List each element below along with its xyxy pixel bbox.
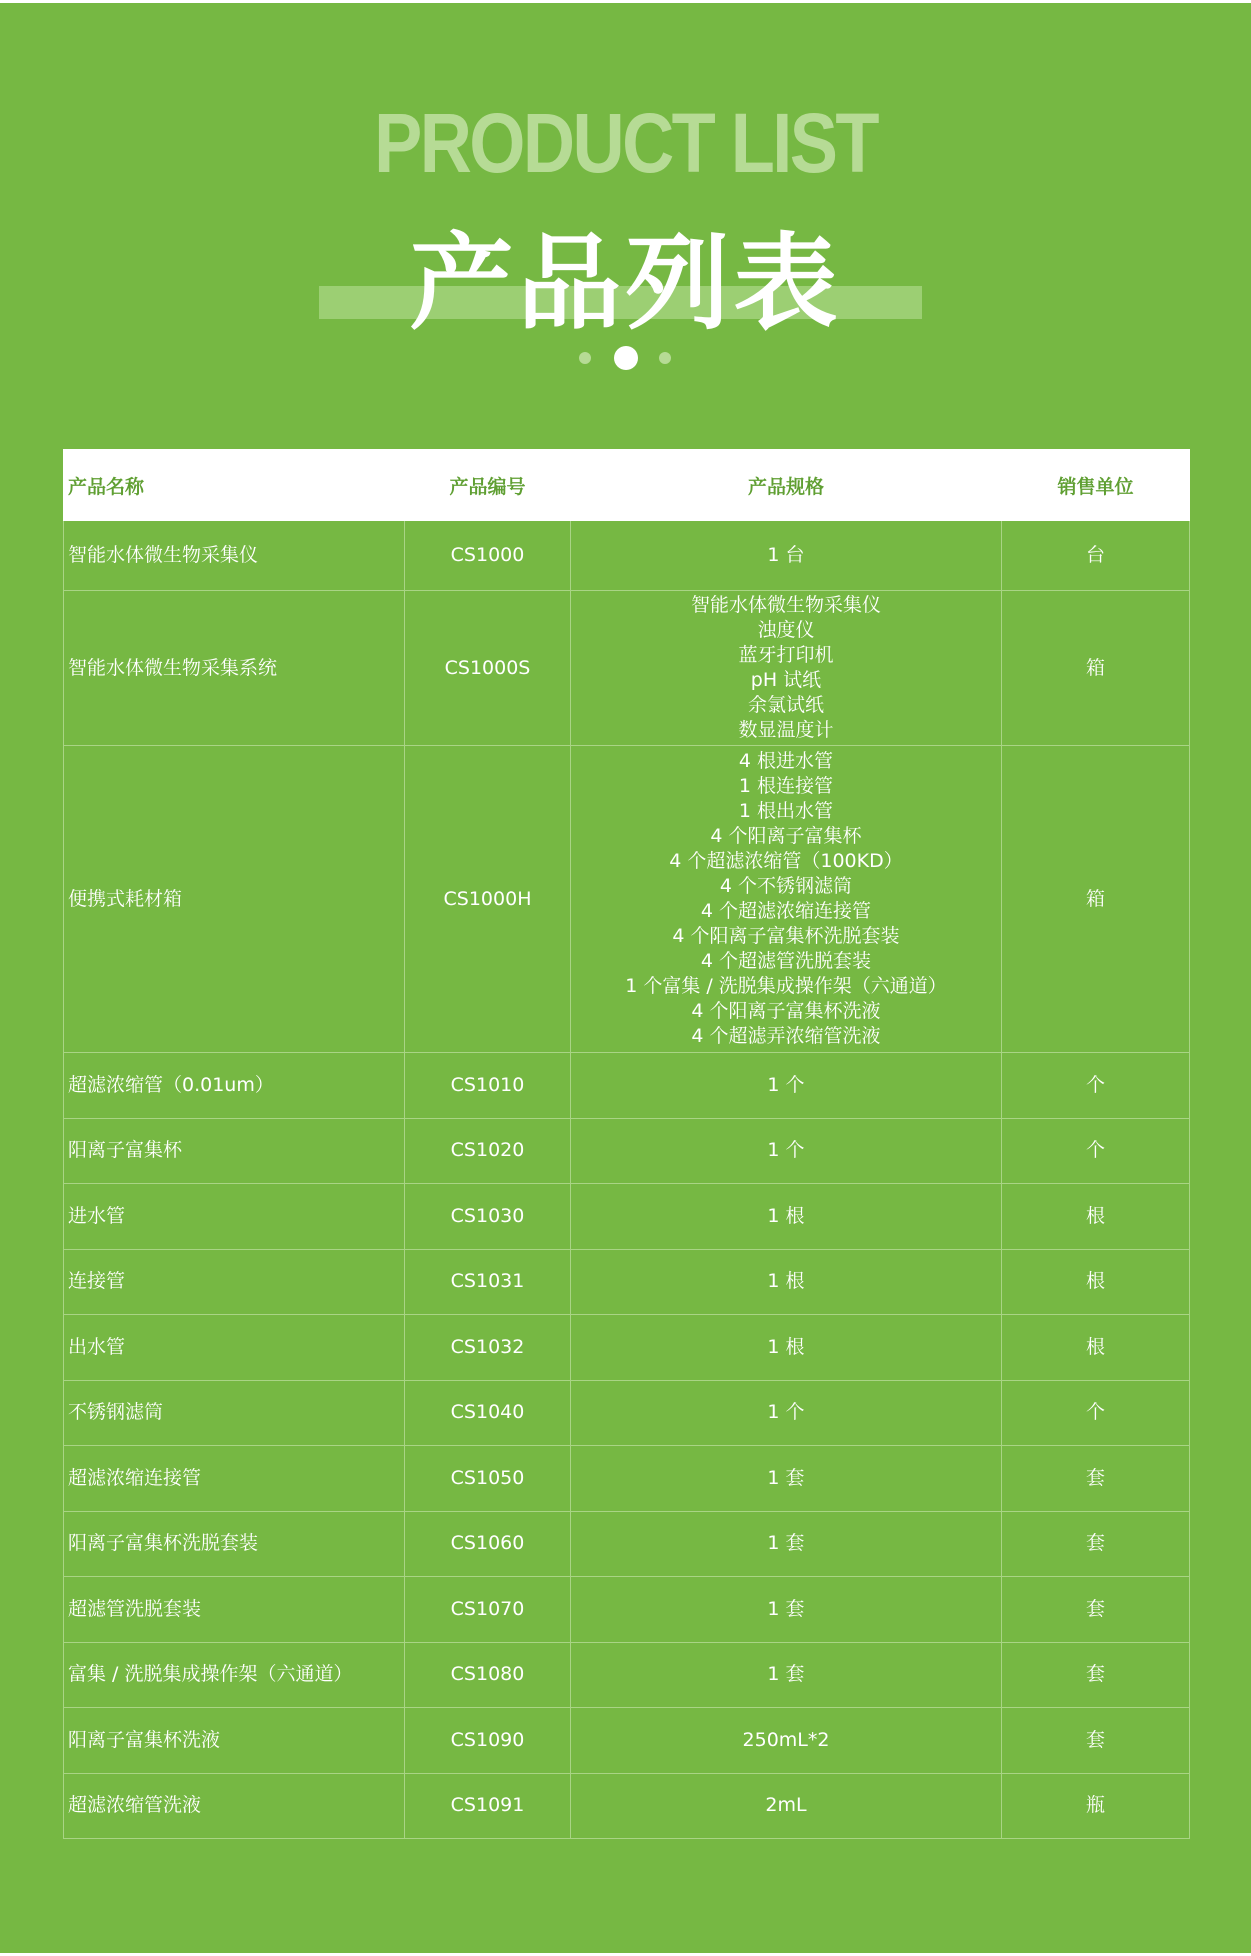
table-row bbox=[64, 1315, 1190, 1381]
product-code: CS1000 bbox=[405, 521, 571, 591]
table-row bbox=[64, 1511, 1190, 1577]
product-code: CS1050 bbox=[405, 1446, 571, 1512]
product-unit: 套 bbox=[1002, 1708, 1190, 1774]
product-unit: 根 bbox=[1002, 1249, 1190, 1315]
spec-line: 4 个超滤浓缩管（100KD） bbox=[669, 850, 903, 872]
product-spec bbox=[571, 1446, 1002, 1512]
table-row bbox=[64, 1184, 1190, 1250]
spec-line: 1 个 bbox=[767, 1073, 805, 1096]
product-code: CS1020 bbox=[405, 1118, 571, 1184]
table-row bbox=[64, 1773, 1190, 1839]
product-unit: 瓶 bbox=[1002, 1773, 1190, 1839]
product-spec bbox=[571, 521, 1002, 591]
table-row bbox=[64, 1118, 1190, 1184]
product-table bbox=[63, 449, 1190, 1839]
spec-line: 数显温度计 bbox=[738, 719, 834, 741]
product-spec bbox=[571, 1249, 1002, 1315]
product-name: 出水管 bbox=[64, 1315, 405, 1381]
spec-line: 1 套 bbox=[767, 1663, 805, 1686]
spec-line: 1 根 bbox=[767, 1204, 805, 1227]
spec-line: 1 根出水管 bbox=[738, 800, 834, 822]
spec-line: 1 套 bbox=[767, 1532, 805, 1555]
spec-line: 浊度仪 bbox=[757, 619, 815, 641]
product-spec bbox=[571, 1315, 1002, 1381]
product-name: 智能水体微生物采集仪 bbox=[64, 521, 405, 591]
spec-line: 4 个阳离子富集杯洗液 bbox=[691, 1000, 881, 1022]
product-unit: 台 bbox=[1002, 521, 1190, 591]
spec-line: 1 根 bbox=[767, 1335, 805, 1358]
spec-line: 2mL bbox=[765, 1794, 807, 1817]
product-name: 超滤浓缩管（0.01um） bbox=[64, 1053, 405, 1119]
table-row bbox=[64, 1053, 1190, 1119]
product-name: 阳离子富集杯洗液 bbox=[64, 1708, 405, 1774]
spec-line: 4 个超滤弄浓缩管洗液 bbox=[691, 1025, 881, 1047]
product-spec bbox=[571, 1053, 1002, 1119]
spec-line: 4 个阳离子富集杯洗脱套装 bbox=[672, 925, 900, 947]
spec-line: pH 试纸 bbox=[750, 669, 822, 691]
product-spec bbox=[571, 1577, 1002, 1643]
spec-line: 4 个阳离子富集杯 bbox=[710, 825, 862, 847]
product-spec bbox=[571, 1642, 1002, 1708]
product-list-page bbox=[0, 3, 1251, 1953]
dot-indicator-active bbox=[614, 346, 638, 370]
spec-line: 1 个 bbox=[767, 1139, 805, 1162]
product-code: CS1032 bbox=[405, 1315, 571, 1381]
spec-line: 1 套 bbox=[767, 1466, 805, 1489]
spec-line: 4 个不锈钢滤筒 bbox=[719, 875, 853, 897]
product-code: CS1070 bbox=[405, 1577, 571, 1643]
column-header-unit: 销售单位 bbox=[1002, 450, 1190, 521]
spec-line: 1 根 bbox=[767, 1270, 805, 1293]
table-row bbox=[64, 1249, 1190, 1315]
product-unit: 套 bbox=[1002, 1446, 1190, 1512]
product-unit: 套 bbox=[1002, 1642, 1190, 1708]
column-header-code: 产品编号 bbox=[405, 450, 571, 521]
table-row bbox=[64, 746, 1190, 1053]
table-row bbox=[64, 1446, 1190, 1512]
product-code: CS1000H bbox=[405, 746, 571, 1053]
product-code: CS1080 bbox=[405, 1642, 571, 1708]
product-code: CS1090 bbox=[405, 1708, 571, 1774]
product-name: 超滤浓缩连接管 bbox=[64, 1446, 405, 1512]
table-row bbox=[64, 1708, 1190, 1774]
table-row bbox=[64, 1380, 1190, 1446]
dot-indicator bbox=[659, 352, 671, 364]
spec-line: 余氯试纸 bbox=[747, 694, 824, 716]
product-code: CS1000S bbox=[405, 591, 571, 746]
spec-line: 4 根进水管 bbox=[738, 750, 834, 772]
product-unit: 个 bbox=[1002, 1380, 1190, 1446]
spec-line: 4 个超滤浓缩连接管 bbox=[700, 900, 872, 922]
product-unit: 个 bbox=[1002, 1118, 1190, 1184]
title-chinese: 产品列表 bbox=[409, 222, 842, 344]
dot-indicator bbox=[579, 352, 591, 364]
spec-line: 1 个富集 / 洗脱集成操作架（六通道） bbox=[625, 975, 947, 997]
column-header-spec: 产品规格 bbox=[571, 450, 1002, 521]
spec-line: 1 个 bbox=[767, 1401, 805, 1424]
product-code: CS1091 bbox=[405, 1773, 571, 1839]
product-code: CS1040 bbox=[405, 1380, 571, 1446]
product-spec bbox=[571, 1511, 1002, 1577]
product-unit: 套 bbox=[1002, 1511, 1190, 1577]
spec-line: 蓝牙打印机 bbox=[738, 644, 834, 666]
product-name: 智能水体微生物采集系统 bbox=[64, 591, 405, 746]
product-code: CS1030 bbox=[405, 1184, 571, 1250]
product-unit: 箱 bbox=[1002, 746, 1190, 1053]
product-code: CS1031 bbox=[405, 1249, 571, 1315]
table-row bbox=[64, 521, 1190, 591]
product-unit: 个 bbox=[1002, 1053, 1190, 1119]
column-header-name: 产品名称 bbox=[64, 450, 405, 521]
table-row bbox=[64, 591, 1190, 746]
spec-line: 250mL*2 bbox=[742, 1728, 830, 1751]
product-name: 便携式耗材箱 bbox=[64, 746, 405, 1053]
product-name: 超滤管洗脱套装 bbox=[64, 1577, 405, 1643]
table-row bbox=[64, 1642, 1190, 1708]
pagination-dots bbox=[0, 345, 1251, 371]
product-unit: 箱 bbox=[1002, 591, 1190, 746]
product-spec bbox=[571, 1773, 1002, 1839]
product-name: 连接管 bbox=[64, 1249, 405, 1315]
product-name: 进水管 bbox=[64, 1184, 405, 1250]
table-header-row bbox=[64, 450, 1190, 521]
product-name: 超滤浓缩管洗液 bbox=[64, 1773, 405, 1839]
product-code: CS1010 bbox=[405, 1053, 571, 1119]
spec-line: 智能水体微生物采集仪 bbox=[690, 594, 881, 616]
product-code: CS1060 bbox=[405, 1511, 571, 1577]
title-english: PRODUCT LIST bbox=[374, 96, 877, 190]
product-spec bbox=[571, 746, 1002, 1053]
product-unit: 根 bbox=[1002, 1184, 1190, 1250]
product-name: 阳离子富集杯洗脱套装 bbox=[64, 1511, 405, 1577]
product-unit: 根 bbox=[1002, 1315, 1190, 1381]
product-spec bbox=[571, 1184, 1002, 1250]
table-row bbox=[64, 1577, 1190, 1643]
spec-line: 4 个超滤管洗脱套装 bbox=[700, 950, 872, 972]
product-spec bbox=[571, 1380, 1002, 1446]
product-name: 阳离子富集杯 bbox=[64, 1118, 405, 1184]
spec-line: 1 套 bbox=[767, 1597, 805, 1620]
spec-line: 1 台 bbox=[767, 544, 805, 566]
product-name: 富集 / 洗脱集成操作架（六通道） bbox=[64, 1642, 405, 1708]
product-spec bbox=[571, 591, 1002, 746]
product-unit: 套 bbox=[1002, 1577, 1190, 1643]
spec-line: 1 根连接管 bbox=[738, 775, 834, 797]
product-spec bbox=[571, 1118, 1002, 1184]
product-name: 不锈钢滤筒 bbox=[64, 1380, 405, 1446]
product-spec bbox=[571, 1708, 1002, 1774]
